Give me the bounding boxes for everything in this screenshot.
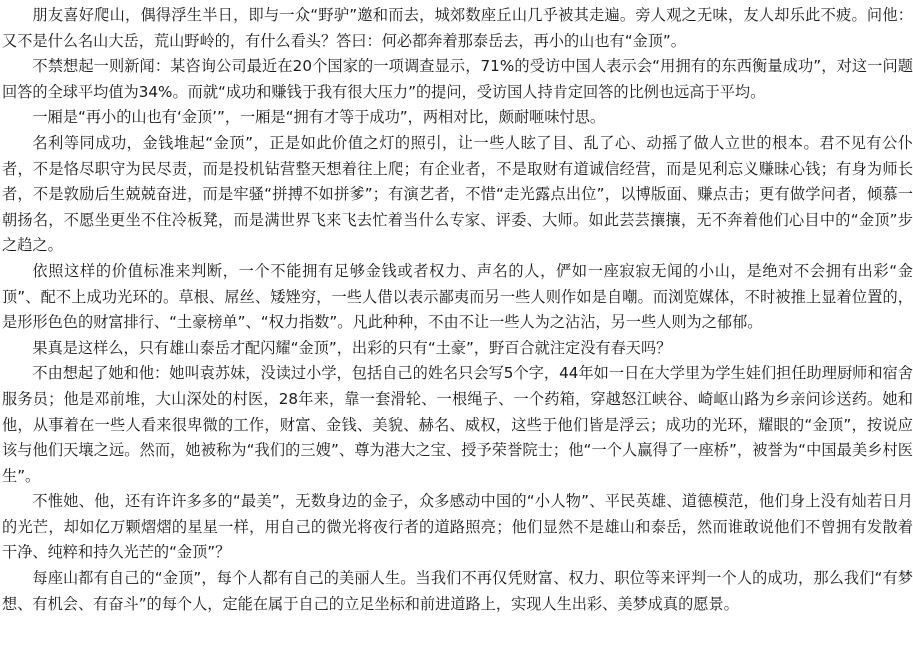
paragraph: 依照这样的价值标准来判断，一个不能拥有足够金钱或者权力、声名的人，俨如一座寂寂无闻的小山，是绝对不会拥有出彩“金顶”、配不上成功光环的。草根、屌丝、矮矬穷，一些人借以表示鄙夷而另一些人则作如是自嘲。而浏览媒体，不时被推上显着位置的，是形形色色的财富排行、“土豪榜单”、“权力指数”。凡此种种，不由不让一些人为之沾沾，另一些人则为之郁郁。 — [2, 261, 913, 332]
paragraph: 朋友喜好爬山，偶得浮生半日，即与一众“野驴”邀和而去，城郊数座丘山几乎被其走遍。旁人观之无味，友人却乐此不疲。问他：又不是什么名山大岳，荒山野岭的，有什么看头？答曰：何必都奔着那泰岳去，再小的山也有“金顶”。 — [2, 6, 913, 50]
paragraph: 果真是这样么，只有雄山泰岳才配闪耀“金顶”，出彩的只有“土豪”，野百合就注定没有春天吗？ — [32, 338, 672, 357]
paragraph: 每座山都有自己的“金顶”，每个人都有自己的美丽人生。当我们不再仅凭财富、权力、职位等来评判一个人的成功，那么我们“有梦想、有机会、有奋斗”的每个人，定能在属于自己的立足坐标和前进道路上，实现人生出彩、美梦成真的愿景。 — [2, 569, 913, 613]
paragraph: 不由想起了她和他：她叫袁苏妹，没读过小学，包括自己的姓名只会写5个字，44年如一日在大学里为学生娃们担任助理厨师和宿舍服务员；他是邓前堆，大山深处的村医，28年来，靠一套滑轮、一根绳子、一个药箱，穿越怒江峡谷、崎岖山路为乡亲问诊送药。她和他，从事着在一些人看来很卑微的工作，财富、金钱、美貌、赫名、威权，这些于他们皆是浮云；成功的光环，耀眼的“金顶”，按说应该与他们天壤之远。然而，她被称为“我们的三嫂”、尊为港大之宝、授予荣誉院士；他“一个人赢得了一座桥”，被誉为“中国最美乡村医生”。 — [2, 364, 913, 485]
paragraph: 不禁想起一则新闻：某咨询公司最近在20个国家的一项调查显示，71%的受访中国人表示会“用拥有的东西衡量成功”，对这一问题回答的全球平均值为34%。而就“成功和赚钱于我有很大压力”的提问，受访国人持肯定回答的比例也远高于平均。 — [2, 57, 913, 101]
paragraph: 名利等同成功，金钱堆起“金顶”，正是如此价值之灯的照引，让一些人眩了目、乱了心、动摇了做人立世的根本。君不见有公仆者，不是恪尽职守为民尽责，而是投机钻营整天想着往上爬；有企业者，不是取财有道诚信经营，而是见利忘义赚昧心钱；有身为师长者，不是敦励后生兢兢奋进，而是牢骚“拼搏不如拼爹”；有演艺者，不惜“走光露点出位”，以博版面、赚点击；更有做学问者，倾慕一朝扬名，不愿坐更坐不住冷板凳，而是满世界飞来飞去忙着当什么专家、评委、大师。如此芸芸攘攘，无不奔着他们心目中的“金顶”步之趋之。 — [2, 133, 913, 255]
paragraph: 不惟她、他，还有许许多多的“最美”，无数身边的金子，众多感动中国的“小人物”、平民英雄、道德模范，他们身上没有灿若日月的光芒，却如亿万颗熠熠的星星一样，用自己的微光将夜行者的道路照亮；他们显然不是雄山和泰岳，然而谁敢说他们不曾拥有发散着干净、纯粹和持久光芒的“金顶”？ — [2, 492, 913, 562]
paragraph: 一厢是“再小的山也有‘金顶’”，一厢是“拥有才等于成功”，两相对比，颇耐咂味忖思。 — [32, 108, 606, 127]
